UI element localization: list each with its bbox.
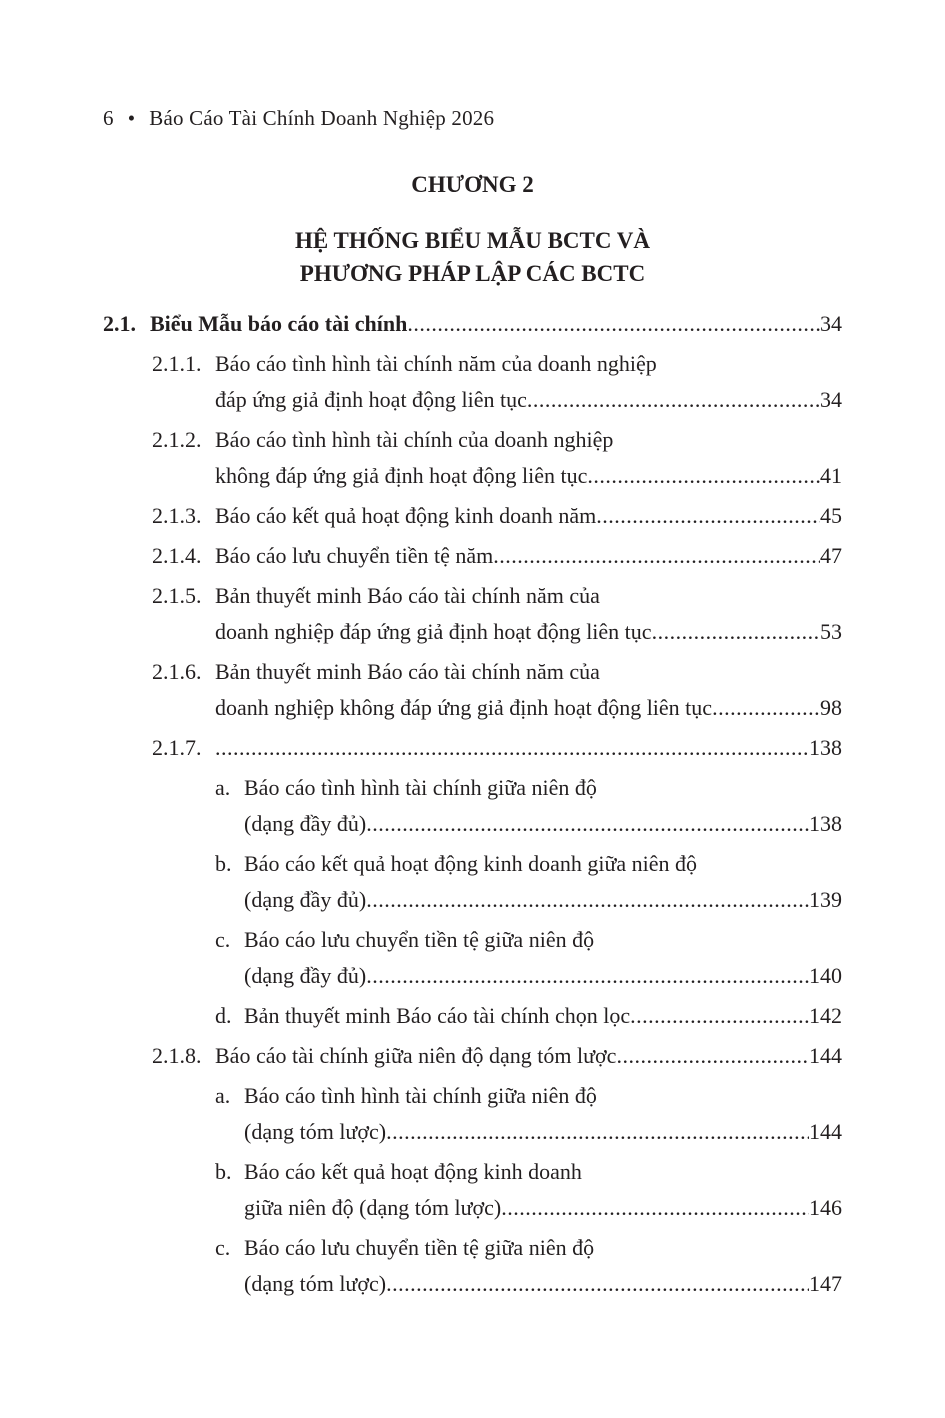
toc-entry-number: a. [215, 775, 231, 800]
dot-leader [386, 1266, 809, 1302]
toc-entry-title: doanh nghiệp đáp ứng giả định hoạt động liên tục [215, 619, 652, 644]
toc-entry[interactable] [152, 1038, 842, 1074]
toc-page-number: 98 [820, 695, 842, 720]
toc-entry-number: 2.1.6. [152, 659, 202, 684]
toc-page-number: 138 [809, 811, 842, 836]
toc-entry[interactable] [215, 1154, 842, 1226]
toc-entry[interactable] [215, 1078, 842, 1150]
toc-entry-number: b. [215, 851, 232, 876]
dot-leader [366, 958, 809, 994]
toc-entry-title: (dạng đầy đủ) [244, 811, 367, 836]
toc-entry[interactable] [103, 306, 842, 342]
chapter-title [0, 224, 945, 290]
toc-entry-title: (dạng đầy đủ) [244, 963, 367, 988]
toc-entry[interactable] [152, 578, 842, 650]
toc-entry-title: Báo cáo tình hình tài chính giữa niên độ [244, 1083, 597, 1108]
table-of-contents [103, 306, 842, 1306]
toc-entry-title: Báo cáo tình hình tài chính của doanh nghiệp [215, 427, 614, 452]
toc-entry[interactable] [215, 998, 842, 1034]
toc-entry-number: c. [215, 927, 231, 952]
toc-entry[interactable] [215, 846, 842, 918]
toc-entry-title: (dạng đầy đủ) [244, 887, 367, 912]
toc-entry-title: Biểu Mẫu báo cáo tài chính [150, 311, 408, 336]
toc-entry-title: Báo cáo kết quả hoạt động kinh doanh [244, 1159, 582, 1184]
toc-entry-title: Bản thuyết minh Báo cáo tài chính chọn lọc [244, 1003, 631, 1028]
toc-page-number: 53 [820, 619, 842, 644]
toc-entry[interactable] [152, 730, 842, 766]
dot-leader [596, 498, 820, 534]
toc-entry[interactable] [152, 498, 842, 534]
toc-page-number: 47 [820, 543, 842, 568]
chapter-number: CHƯƠNG 2 [411, 172, 534, 197]
toc-entry-number: 2.1. [103, 311, 136, 336]
toc-entry-title: Báo cáo kết quả hoạt động kinh doanh giữa niên độ [244, 851, 698, 876]
page-number: 6 [103, 106, 114, 130]
bullet-icon: • [127, 106, 136, 130]
toc-entry-number: 2.1.7. [152, 735, 202, 760]
dot-leader [527, 382, 820, 418]
toc-entry-title: Bản thuyết minh Báo cáo tài chính năm của [215, 659, 600, 684]
toc-entry-title: Báo cáo tình hình tài chính giữa niên độ [244, 775, 597, 800]
toc-entry[interactable] [152, 346, 842, 418]
toc-entry-number: b. [215, 1159, 232, 1184]
dot-leader [630, 998, 809, 1034]
chapter-title-line: PHƯƠNG PHÁP LẬP CÁC BCTC [299, 261, 646, 286]
toc-page-number: 34 [820, 387, 842, 412]
toc-entry-number: 2.1.3. [152, 503, 202, 528]
toc-entry-number: 2.1.2. [152, 427, 202, 452]
toc-entry[interactable] [152, 538, 842, 574]
toc-entry-title: đáp ứng giả định hoạt động liên tục [215, 387, 527, 412]
dot-leader [366, 882, 809, 918]
toc-entry[interactable] [152, 422, 842, 494]
toc-page-number: 144 [809, 1119, 842, 1144]
dot-leader [407, 306, 820, 342]
toc-entry-title: Báo cáo tài chính giữa niên độ dạng tóm lược [215, 1043, 617, 1068]
toc-entry-title: Báo cáo lưu chuyển tiền tệ giữa niên độ [244, 1235, 595, 1260]
dot-leader [501, 1190, 809, 1226]
toc-entry[interactable] [215, 1230, 842, 1302]
toc-entry[interactable] [215, 922, 842, 994]
toc-entry-title: Báo cáo lưu chuyển tiền tệ giữa niên độ [244, 927, 595, 952]
dot-leader [712, 690, 820, 726]
toc-page-number: 140 [809, 963, 842, 988]
toc-page-number: 41 [820, 463, 842, 488]
dot-leader [215, 730, 809, 766]
toc-page-number: 34 [820, 311, 842, 336]
toc-entry-title: Báo cáo kết quả hoạt động kinh doanh năm [215, 503, 597, 528]
toc-entry-title: (dạng tóm lược) [244, 1119, 387, 1144]
toc-page-number: 147 [809, 1271, 842, 1296]
toc-entry-title: Báo cáo lưu chuyển tiền tệ năm [215, 543, 494, 568]
toc-entry-title: (dạng tóm lược) [244, 1271, 387, 1296]
toc-entry-number: 2.1.5. [152, 583, 202, 608]
toc-page-number: 146 [809, 1195, 842, 1220]
toc-entry-title: doanh nghiệp không đáp ứng giả định hoạt động liên tục [215, 695, 713, 720]
toc-entry-number: c. [215, 1235, 231, 1260]
toc-page-number: 139 [809, 887, 842, 912]
toc-entry-number: a. [215, 1083, 231, 1108]
toc-entry-number: 2.1.8. [152, 1043, 202, 1068]
toc-entry-number: 2.1.4. [152, 543, 202, 568]
toc-page-number: 138 [809, 735, 842, 760]
toc-page-number: 142 [809, 1003, 842, 1028]
dot-leader [493, 538, 820, 574]
toc-page-number: 144 [809, 1043, 842, 1068]
dot-leader [587, 458, 820, 494]
toc-page-number: 45 [820, 503, 842, 528]
dot-leader [652, 614, 820, 650]
toc-entry-number: 2.1.1. [152, 351, 202, 376]
dot-leader [386, 1114, 809, 1150]
toc-entry[interactable] [215, 770, 842, 842]
toc-entry-title: Báo cáo tình hình tài chính năm của doanh nghiệp [215, 351, 657, 376]
dot-leader [616, 1038, 809, 1074]
toc-entry-title: không đáp ứng giả định hoạt động liên tục [215, 463, 588, 488]
toc-entry-title: giữa niên độ (dạng tóm lược) [244, 1195, 502, 1220]
toc-entry-title: Bản thuyết minh Báo cáo tài chính năm của [215, 583, 600, 608]
running-head [103, 106, 494, 131]
dot-leader [366, 806, 809, 842]
toc-entry[interactable] [152, 654, 842, 726]
toc-entry-number: d. [215, 1003, 232, 1028]
book-title: Báo Cáo Tài Chính Doanh Nghiệp 2026 [149, 106, 495, 130]
chapter-title-line: HỆ THỐNG BIỂU MẪU BCTC VÀ [294, 228, 651, 253]
